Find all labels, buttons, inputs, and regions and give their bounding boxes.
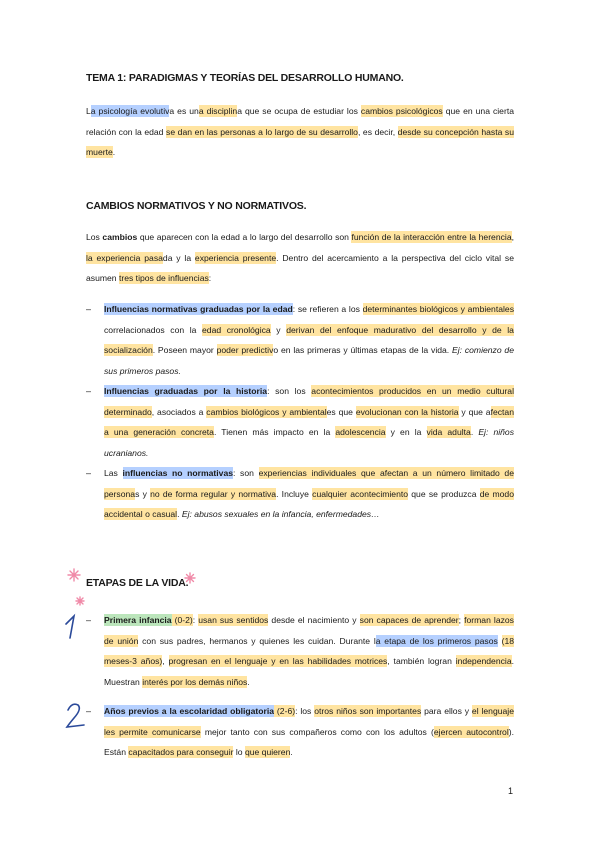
- highlight-yellow: son capaces de aprender: [359, 615, 459, 625]
- text: .: [290, 747, 293, 758]
- page-title: TEMA 1: PARADIGMAS Y TEORÍAS DEL DESARROLLO HUMANO.: [86, 72, 404, 84]
- text: o en las primeras y últimas etapas de la vida.: [273, 345, 452, 356]
- text: ,: [511, 232, 514, 242]
- text: y que a: [458, 406, 491, 417]
- page-number: 1: [508, 786, 514, 796]
- text: [498, 636, 502, 646]
- text: a que se ocupa de estudiar los: [237, 106, 361, 116]
- text: , es decir,: [357, 126, 398, 137]
- text: Las: [104, 468, 123, 478]
- bullet-dash: –: [86, 706, 92, 716]
- text: ). Están: [104, 726, 514, 758]
- highlight-yellow: no de forma regular y normativa: [150, 488, 277, 499]
- text: : se refieren a los: [292, 304, 363, 314]
- italic-example: Ej: abusos sexuales en la infancia, enfermedades…: [181, 509, 380, 520]
- highlight-yellow: forman lazos de unión: [104, 615, 514, 646]
- highlight-yellow: independencia: [455, 656, 512, 667]
- highlight-yellow: progresan en el lenguaje y en las habilidades motrices: [168, 656, 388, 667]
- text: , también logran: [387, 656, 456, 667]
- highlight-yellow: (18 meses-3 años): [104, 635, 514, 667]
- highlight-yellow: cambios psicológicos: [360, 106, 443, 116]
- highlight-yellow: cualquier acontecimiento: [312, 488, 409, 499]
- text: .: [470, 427, 479, 438]
- highlight-yellow: evolucionan con la historia: [355, 406, 459, 417]
- list-item: [104, 610, 514, 692]
- text: y en la: [385, 427, 427, 438]
- highlight-yellow: que quieren: [244, 747, 291, 758]
- text: Los: [86, 232, 103, 242]
- text: que en una cierta relación con la edad: [86, 106, 514, 137]
- text: es que: [326, 406, 356, 417]
- highlight-yellow: experiencias individuales que afectan a un número limitado de persona: [104, 468, 514, 499]
- text: . Muestran: [104, 656, 514, 687]
- text: lo: [233, 747, 245, 758]
- text: s y: [135, 488, 151, 499]
- highlight-blue: a etapa de los primeros pasos: [375, 635, 498, 646]
- highlight-green: Primera infancia: [104, 615, 172, 625]
- highlight-yellow: vida adulta: [426, 427, 471, 438]
- text: .: [177, 509, 182, 520]
- text: da y la: [162, 252, 195, 263]
- highlight-yellow: determinantes biológicos y ambientales: [362, 304, 514, 314]
- text: . Tienen más impacto en la: [213, 427, 336, 438]
- text: .: [112, 147, 116, 158]
- text: : son los: [267, 386, 312, 396]
- highlight-yellow: a disciplin: [198, 106, 238, 116]
- highlight-yellow: interés por los demás niños: [142, 676, 248, 687]
- highlight-yellow: de modo accidental o casual: [104, 488, 514, 520]
- highlight-yellow: la experiencia pasa: [86, 252, 163, 263]
- text: , asociados a: [151, 406, 207, 417]
- bold-text: cambios: [102, 232, 138, 242]
- list-item: [104, 381, 514, 463]
- highlight-yellow: ejercen autocontrol: [433, 726, 509, 737]
- highlight-yellow: el lenguaje les permite comunicarse: [104, 706, 514, 737]
- list-item: [104, 701, 514, 763]
- bullet-dash: –: [86, 468, 92, 478]
- highlight-yellow: tres tipos de influencias: [118, 273, 209, 284]
- bullet-dash: –: [86, 386, 92, 396]
- italic-example: Ej: niños ucranianos.: [104, 427, 514, 458]
- text: : son: [233, 468, 259, 478]
- bullet-dash: –: [86, 615, 92, 625]
- highlight-yellow: experiencia presente: [194, 252, 277, 263]
- highlight-yellow: derivan del enfoque madurativo del desarrollo y de la socialización: [104, 324, 514, 356]
- text: mejor tanto con sus compañeros como con los adultos (: [200, 726, 434, 737]
- text: que aparecen con la edad a lo largo del desarrollo son: [137, 232, 352, 242]
- section-heading-etapas: ETAPAS DE LA VIDA.: [86, 577, 189, 589]
- intro-paragraph: [86, 101, 514, 163]
- highlight-blue: Influencias normativas graduadas por la edad: [104, 304, 293, 314]
- text: . Incluye: [276, 488, 313, 499]
- text: que se produzca: [408, 488, 480, 499]
- text: con sus padres, hermanos y quienes les cuidan. Durante l: [138, 635, 376, 646]
- highlight-yellow: poder predictiv: [216, 345, 274, 356]
- text: . Poseen mayor: [152, 345, 217, 356]
- text: ,: [162, 656, 169, 667]
- text: :: [208, 273, 212, 284]
- highlight-yellow: edad cronológica: [202, 324, 271, 335]
- handwritten-one-icon: [60, 612, 88, 642]
- highlight-yellow: (2-6): [274, 706, 296, 716]
- highlight-yellow: acontecimientos producidos en un medio cultural determinado: [104, 386, 514, 417]
- bullet-dash: –: [86, 304, 92, 314]
- section-heading-cambios: CAMBIOS NORMATIVOS Y NO NORMATIVOS.: [86, 200, 307, 212]
- text: :: [192, 615, 199, 625]
- highlight-blue: Años previos a la escolaridad obligatoria: [104, 706, 275, 716]
- highlight-blue: Influencias graduadas por la historia: [104, 386, 268, 396]
- list-item: [104, 463, 514, 525]
- text: ;: [458, 615, 465, 625]
- highlight-yellow: capacitados para conseguir: [128, 747, 234, 758]
- text: L: [86, 106, 91, 116]
- text: correlacionados con la: [104, 324, 203, 335]
- highlight-yellow: usan sus sentidos: [198, 615, 269, 625]
- text: y: [270, 324, 287, 335]
- star-doodle-icon: [60, 563, 220, 608]
- italic-example: Ej: comienzo de sus primeros pasos.: [104, 345, 514, 376]
- text: a es un: [169, 106, 199, 116]
- highlight-yellow: se dan en las personas a lo largo de su desarrollo: [166, 126, 358, 137]
- cambios-paragraph: [86, 227, 514, 289]
- highlight-yellow: función de la interacción entre la herencia: [351, 232, 512, 242]
- list-item: [104, 299, 514, 381]
- text: : los: [295, 706, 315, 716]
- text: . Dentro del acercamiento a la perspectiva del ciclo vital se asumen: [86, 252, 514, 284]
- text: .: [247, 676, 250, 687]
- highlight-blue: a psicología evolutiv: [90, 106, 170, 116]
- highlight-yellow: otros niños son importantes: [314, 706, 422, 716]
- highlight-yellow: desde su concepción hasta su muerte: [86, 126, 515, 158]
- highlight-yellow: fectan a una generación concreta: [104, 406, 514, 438]
- highlight-yellow: adolescencia: [335, 427, 386, 438]
- text: para ellos y: [421, 706, 472, 716]
- highlight-yellow: cambios biológicos y ambiental: [206, 406, 327, 417]
- text: desde el nacimiento y: [268, 615, 360, 625]
- highlight-blue: influencias no normativas: [122, 468, 234, 478]
- highlight-yellow: (0-2): [171, 615, 193, 625]
